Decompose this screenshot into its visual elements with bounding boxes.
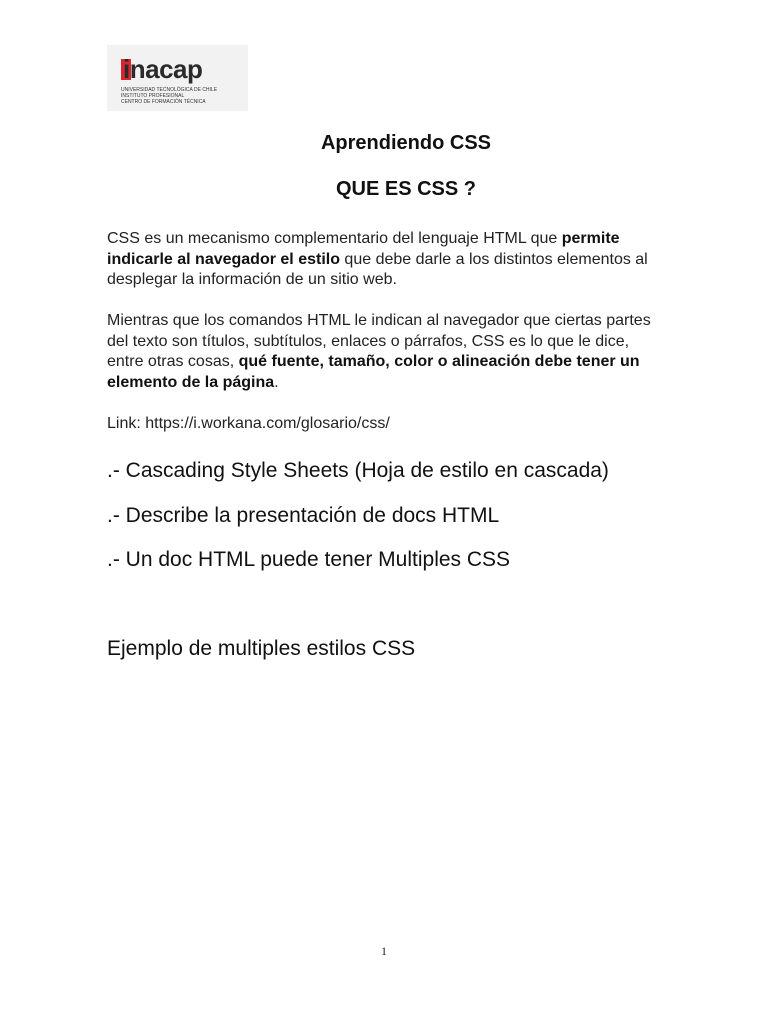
paragraph-bold-text: qué fuente, tamaño, color o alineación debe tener un elemento de la página [107, 353, 640, 391]
page-subtitle: QUE ES CSS ? [335, 178, 477, 200]
example-heading: Ejemplo de multiples estilos CSS [107, 637, 416, 660]
logo-wordmark: inacap [123, 54, 203, 84]
paragraph-css-role [107, 311, 667, 393]
paragraph-css-definition [107, 229, 667, 291]
paragraph-bold-text: permite indicarle al navegador el estilo [107, 230, 620, 268]
bullet-item: .- Cascading Style Sheets (Hoja de estilo en cascada) [107, 459, 609, 482]
page-number: 1 [381, 944, 387, 958]
logo-subtitle [121, 87, 217, 105]
logo-subtitle-line: UNIVERSIDAD TECNOLÓGICA DE CHILE [121, 87, 218, 93]
bullet-item: .- Un doc HTML puede tener Multiples CSS [107, 548, 511, 571]
logo-subtitle-line: INSTITUTO PROFESIONAL [121, 93, 185, 99]
paragraph-text: . [274, 373, 279, 391]
logo-subtitle-line: CENTRO DE FORMACIÓN TÉCNICA [121, 99, 206, 105]
paragraph-text: Mientras que los comandos HTML le indican al navegador que ciertas partes del texto son títulos, subtítulos, enlaces o párrafos, CSS es lo que le dice, entre otras cosas, [107, 312, 651, 370]
page-title: Aprendiendo CSS [320, 132, 491, 154]
link-line: Link: https://i.workana.com/glosario/css/ [107, 415, 390, 432]
bullet-item: .- Describe la presentación de docs HTML [107, 504, 500, 527]
paragraph-text: que debe darle a los distintos elementos al desplegar la información de un sitio web. [107, 250, 648, 288]
inacap-logo [107, 45, 248, 111]
paragraph-text: CSS es un mecanismo complementario del lenguaje HTML que [107, 230, 562, 247]
